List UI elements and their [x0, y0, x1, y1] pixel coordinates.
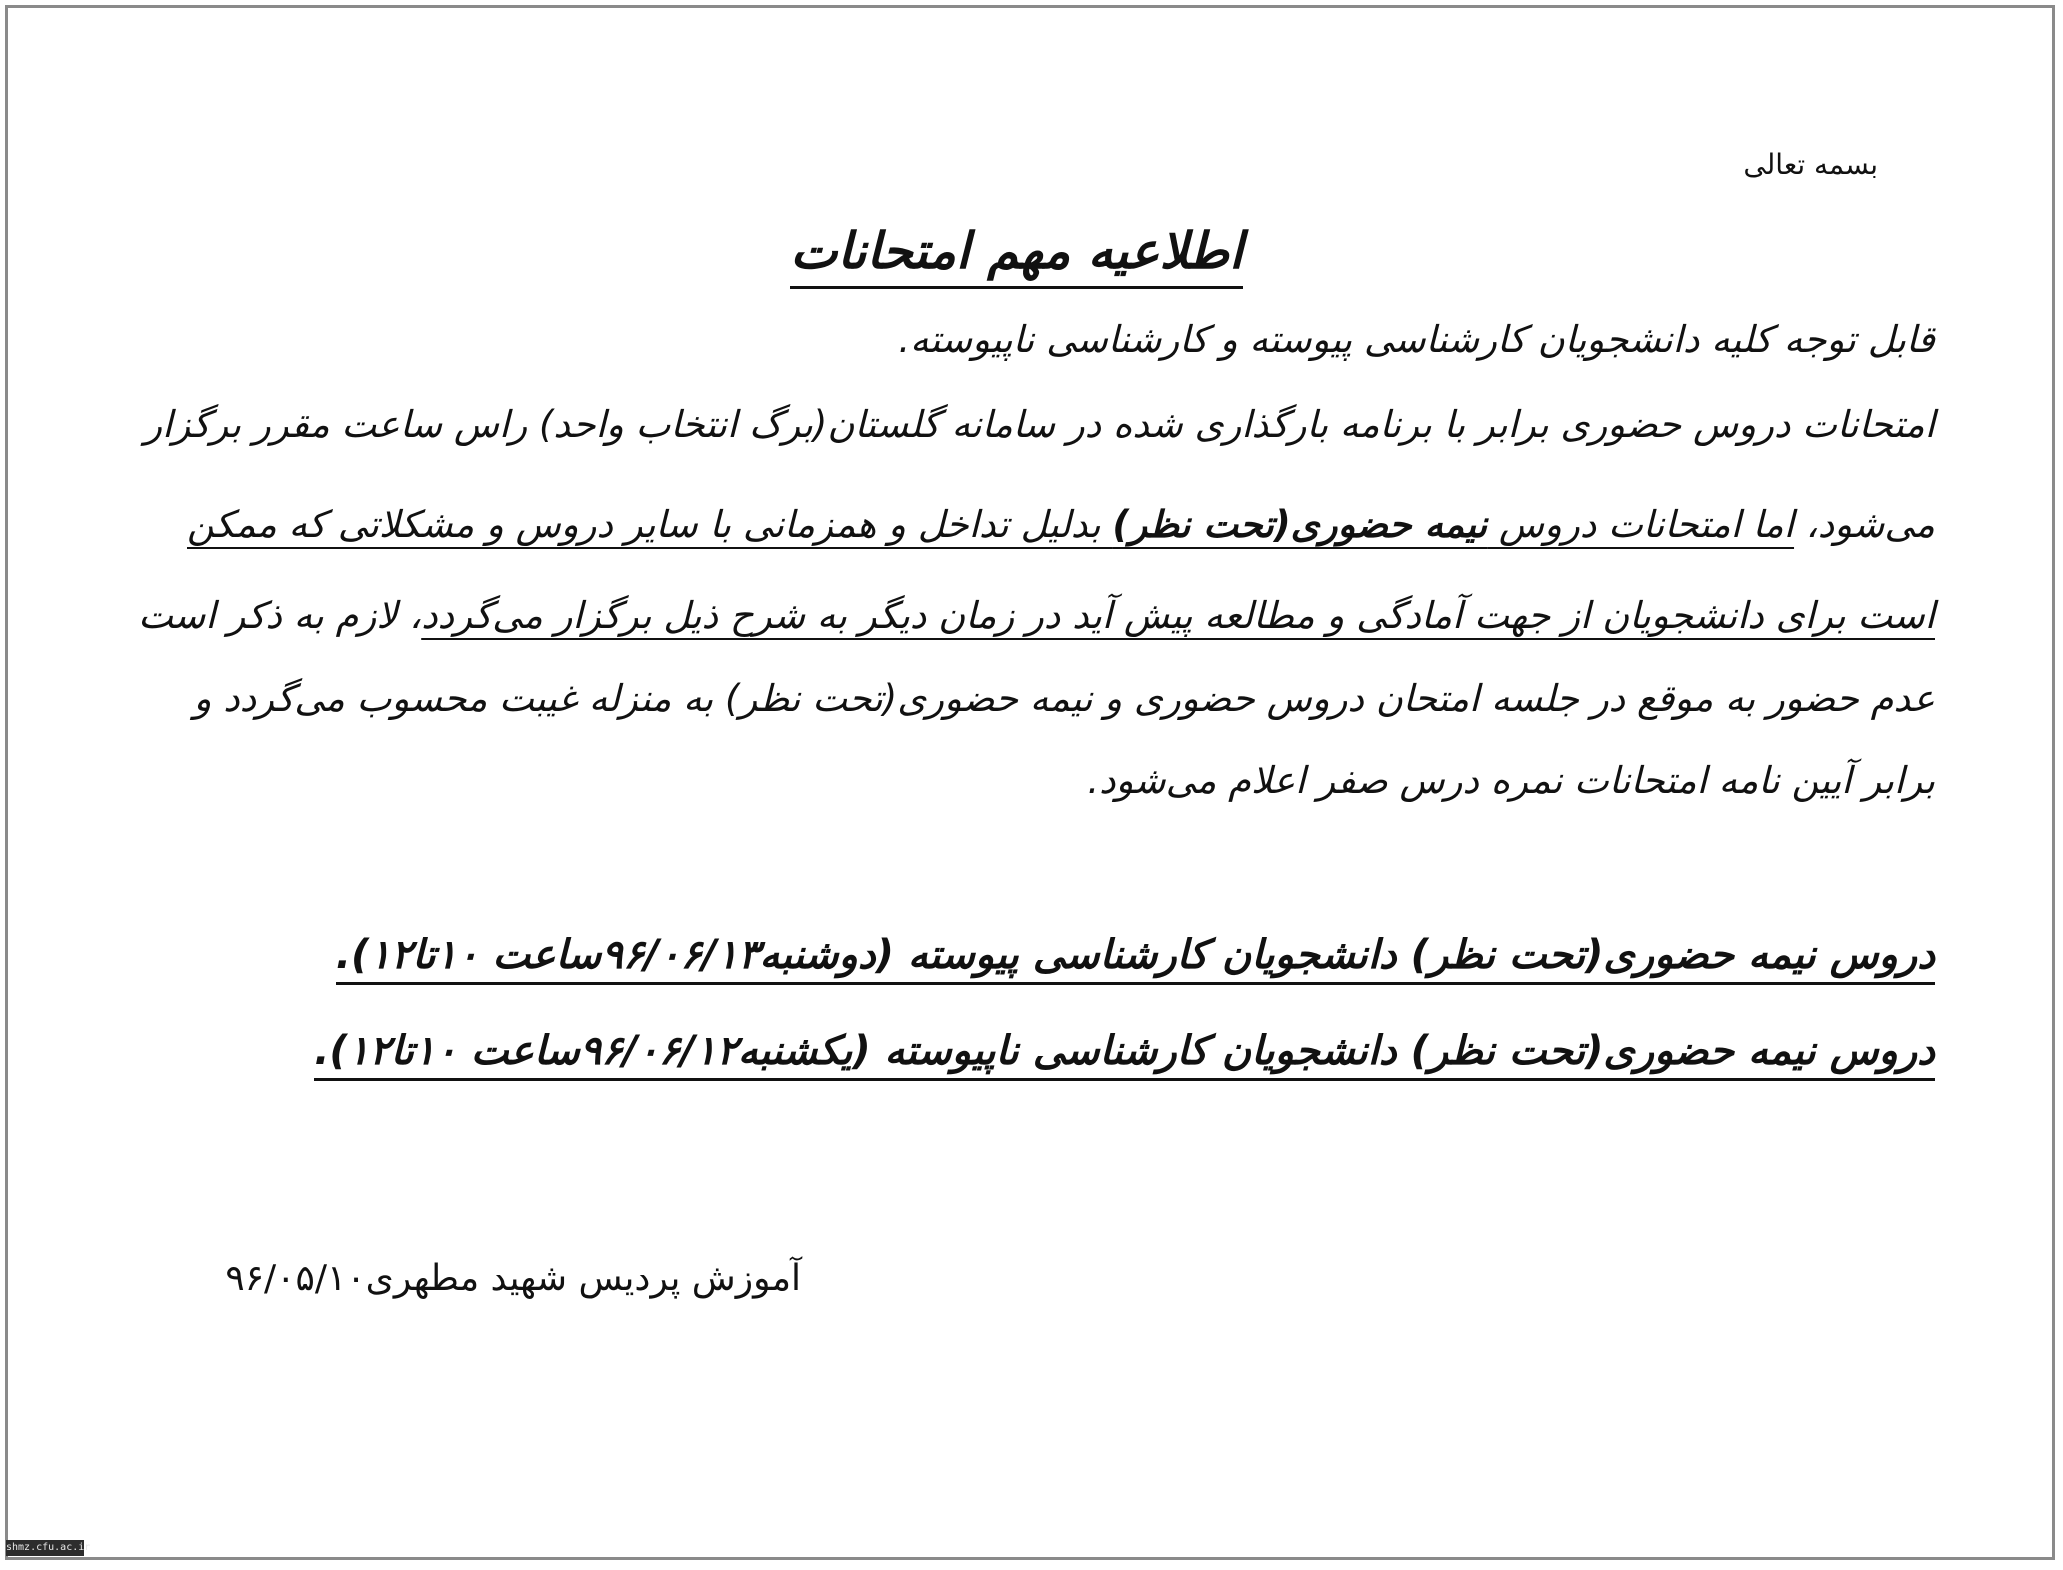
paragraph-line-5: عدم حضور به موقع در جلسه امتحان دروس حضوری و نیمه حضوری(تحت نظر) به منزله غیبت محسوب می‌گردد و: [193, 677, 1935, 720]
schedule-item-continuous: دروس نیمه حضوری(تحت نظر) دانشجویان کارشناسی پیوسته (دوشنبه۹۶/۰۶/۱۳ساعت ۱۰تا۱۲).: [336, 932, 1935, 985]
paragraph-line-4-end: ، لازم به ذکر است: [138, 594, 422, 637]
paragraph-line-3-mid: اما امتحانات دروس: [1487, 503, 1795, 546]
paragraph-line-3-start: می‌شود،: [1794, 503, 1935, 546]
signature-line: آموزش پردیس شهید مطهری۹۶/۰۵/۱۰: [225, 1258, 801, 1299]
paragraph-line-3-bold: نیمه حضوری(تحت نظر): [1112, 503, 1488, 546]
paragraph-line-3: [125, 503, 1935, 546]
document-title: اطلاعیه مهم امتحانات: [790, 222, 1243, 289]
paragraph-line-2: امتحانات دروس حضوری برابر با برنامه بارگذاری شده در سامانه گلستان(برگ انتخاب واحد) راس ساعت مقرر برگزار: [144, 403, 1935, 446]
opening-invocation: بسمه تعالی: [1743, 148, 1878, 181]
paragraph-line-4-underlined: است برای دانشجویان از جهت آمادگی و مطالعه پیش آید در زمان دیگر به شرح ذیل برگزار می‌گردد: [421, 594, 1935, 637]
paragraph-line-3-end: بدلیل تداخل و همزمانی با سایر دروس و مشکلاتی که ممکن: [187, 503, 1113, 546]
paragraph-line-4: [125, 594, 1935, 637]
paragraph-line-1: قابل توجه کلیه دانشجویان کارشناسی پیوسته و کارشناسی ناپیوسته.: [898, 318, 1935, 361]
watermark-badge: shmz.cfu.ac.ir: [6, 1540, 84, 1556]
schedule-item-noncontinuous: دروس نیمه حضوری(تحت نظر) دانشجویان کارشناسی ناپیوسته (یکشنبه۹۶/۰۶/۱۲ساعت ۱۰تا۱۲).: [314, 1028, 1935, 1081]
paragraph-line-3-underlined: [187, 503, 1794, 546]
paragraph-line-6: برابر آیین نامه امتحانات نمره درس صفر اعلام می‌شود.: [1087, 759, 1935, 802]
